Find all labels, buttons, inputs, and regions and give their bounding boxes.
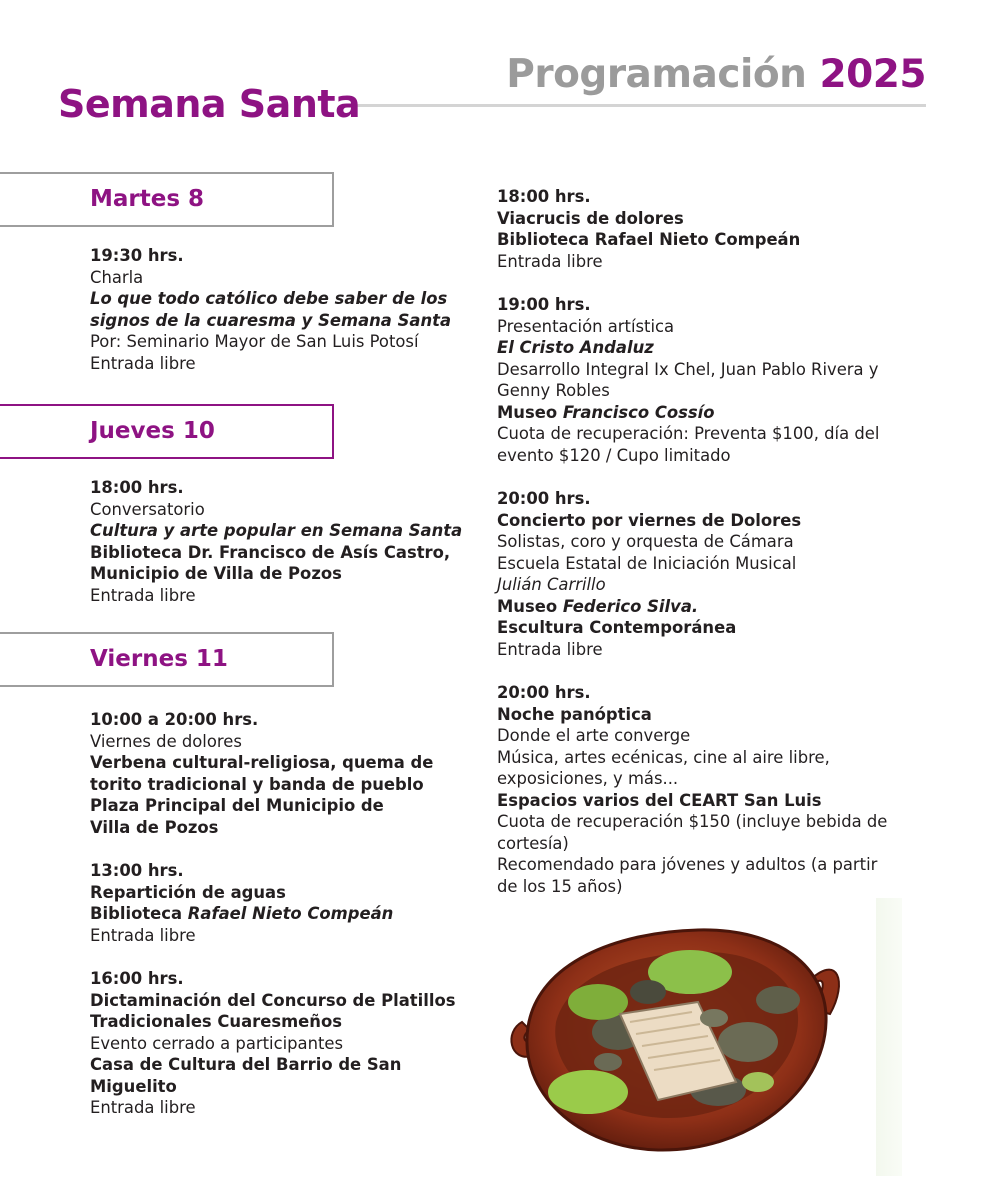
event-venue: Museo Francisco Cossío (497, 402, 715, 422)
event-school-name: Julián Carrillo (497, 575, 606, 594)
event-title: Lo que todo católico debe saber de los signos de la cuaresma y Semana Santa (90, 289, 452, 330)
program-year: 2025 (819, 52, 926, 97)
event-martes (90, 245, 475, 374)
event-performers: Desarrollo Integral Ix Chel, Juan Pablo Rivera y Genny Robles (497, 359, 879, 400)
event-time: 13:00 hrs. (90, 861, 184, 880)
event-venue: Biblioteca Dr. Francisco de Asís Castro, Municipio de Villa de Pozos (90, 542, 451, 583)
event-venue: Biblioteca Rafael Nieto Compeán (90, 904, 394, 923)
event-venue: Espacios varios del CEART San Luis (497, 790, 822, 810)
events-viernes (90, 709, 475, 1119)
event-time: 10:00 a 20:00 hrs. (90, 710, 259, 729)
event-note: Evento cerrado a participantes (90, 1033, 344, 1053)
day-header-viernes: Viernes 11 (0, 632, 334, 687)
event-entry: Entrada libre (90, 925, 196, 945)
header-divider (348, 104, 926, 107)
event-title: Concierto por viernes de Dolores (497, 510, 802, 530)
event-type: Viernes de dolores (90, 731, 242, 751)
event-venue: Biblioteca Rafael Nieto Compeán (497, 230, 801, 249)
event-time: 18:00 hrs. (90, 478, 184, 497)
event-audience: Recomendado para jóvenes y adultos (a partir de los 15 años) (497, 855, 878, 896)
program-title: Programación 2025 (506, 52, 926, 97)
event-school: Escuela Estatal de Iniciación Musical (497, 553, 797, 573)
image-edge-strip (876, 898, 902, 1176)
event-title: El Cristo Andaluz (497, 338, 654, 357)
event-entry: Entrada libre (497, 251, 603, 271)
event-venue: Museo Federico Silva. (497, 596, 699, 616)
event-entry: Entrada libre (497, 639, 603, 659)
page-title: Semana Santa (58, 82, 361, 126)
event-time: 19:30 hrs. (90, 246, 184, 265)
event-description: Música, artes ecénicas, cine al aire libre, exposiciones, y más... (497, 747, 830, 788)
event-time: 20:00 hrs. (497, 683, 591, 702)
event-title: Dictaminación del Concurso de Platillos Tradicionales Cuaresmeños (90, 990, 456, 1031)
event-entry: Entrada libre (90, 1098, 196, 1117)
event-title: Repartición de aguas (90, 882, 286, 902)
event-title: Cultura y arte popular en Semana Santa (90, 521, 463, 540)
event-time: 20:00 hrs. (497, 489, 591, 508)
event-type: Conversatorio (90, 499, 205, 519)
event-fee: Cuota de recuperación $150 (incluye bebida de cortesía) (497, 812, 888, 853)
event-entry: Entrada libre (90, 585, 196, 605)
event-venue: Escultura Contemporánea (497, 618, 737, 637)
event-venue: Villa de Pozos (90, 817, 219, 837)
event-type: Charla (90, 267, 144, 287)
event-subtitle: Donde el arte converge (497, 726, 691, 745)
dish-illustration (508, 922, 844, 1158)
events-right-column (497, 186, 897, 897)
event-organizer: Por: Seminario Mayor de San Luis Potosí (90, 332, 419, 351)
event-title: Noche panóptica (497, 704, 652, 724)
event-time: 18:00 hrs. (497, 187, 591, 206)
day-header-martes: Martes 8 (0, 172, 334, 227)
event-entry: Entrada libre (90, 353, 196, 373)
event-time: 19:00 hrs. (497, 295, 591, 314)
event-venue: Casa de Cultura del Barrio de San Miguelito (90, 1055, 402, 1096)
event-title: Viacrucis de dolores (497, 208, 684, 228)
event-time: 16:00 hrs. (90, 969, 184, 988)
event-title: Verbena cultural-religiosa, quema de torito tradicional y banda de pueblo (90, 753, 434, 794)
event-venue: Plaza Principal del Municipio de (90, 796, 384, 815)
day-header-jueves: Jueves 10 (0, 404, 334, 459)
event-performers: Solistas, coro y orquesta de Cámara (497, 532, 794, 551)
event-type: Presentación artística (497, 316, 675, 336)
event-jueves (90, 477, 475, 606)
event-fee: Cuota de recuperación: Preventa $100, día del evento $120 / Cupo limitado (497, 424, 880, 465)
